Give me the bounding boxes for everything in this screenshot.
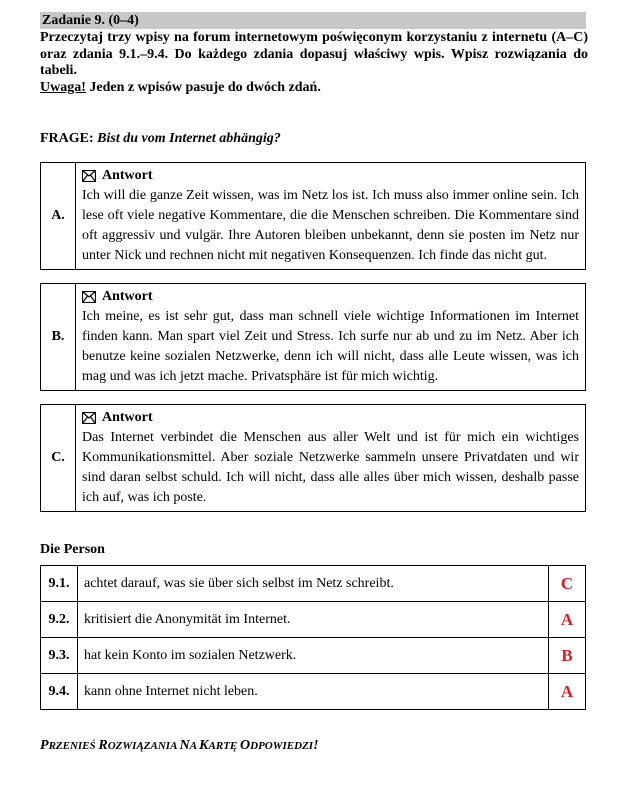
- entry-title-text: Antwort: [102, 289, 153, 304]
- task-header: Zadanie 9. (0–4): [40, 12, 586, 29]
- entry-c: [40, 404, 586, 512]
- note-text: Jeden z wpisów pasuje do dwóch zdań.: [85, 79, 321, 95]
- entry-text: Das Internet verbindet die Menschen aus aller Welt und ist für mich ein wichtiges Kommunikationsmittel. Aber soziale Netzwerke sammeln unsere Privatdaten und wir sind daran selbst schuld. Ich will nicht, dass alle alles über mich wissen, deshalb passe ich auf, was ich poste.: [82, 430, 579, 505]
- frage-label: FRAGE:: [40, 131, 94, 146]
- entry-letter: A.: [41, 163, 76, 270]
- note-label: Uwaga!: [40, 79, 86, 95]
- entry-letter: B.: [41, 284, 76, 391]
- entry-text: Ich will die ganze Zeit wissen, was im Netz los ist. Ich muss also immer online sein. Ich lese oft viele negative Kommentare, die die Menschen schreiben. Die Kommentare sind oft aggressiv und vulgär. Ihre Autoren bleiben unbekannt, denn sie posten im Netz nur unter Nick und rechnen nicht mit negativen Konsequenzen. Ich finde das nicht gut.: [82, 188, 579, 263]
- frage-line: [40, 131, 281, 147]
- answer-cell[interactable]: A: [549, 602, 586, 638]
- entry-title-text: Antwort: [102, 410, 153, 425]
- statement-number: 9.3.: [41, 638, 78, 674]
- statement-number: 9.2.: [41, 602, 78, 638]
- instruction-note: [40, 80, 588, 97]
- answer-cell[interactable]: C: [549, 566, 586, 602]
- statement-text: kann ohne Internet nicht leben.: [78, 674, 549, 710]
- statement-number: 9.4.: [41, 674, 78, 710]
- entry-letter: C.: [41, 405, 76, 512]
- table-row: [41, 638, 586, 674]
- task-instruction: [40, 30, 588, 96]
- envelope-icon: [82, 170, 96, 182]
- envelope-icon: [82, 291, 96, 303]
- statement-number: 9.1.: [41, 566, 78, 602]
- statement-text: hat kein Konto im sozialen Netzwerk.: [78, 638, 549, 674]
- answer-cell[interactable]: A: [549, 674, 586, 710]
- statement-text: achtet darauf, was sie über sich selbst im Netz schreibt.: [78, 566, 549, 602]
- entry-b: [40, 283, 586, 391]
- frage-question: Bist du vom Internet abhängig?: [97, 131, 281, 146]
- envelope-icon: [82, 412, 96, 424]
- entry-a: [40, 162, 586, 270]
- statement-text: kritisiert die Anonymität im Internet.: [78, 602, 549, 638]
- person-title: Die Person: [40, 542, 105, 557]
- table-row: [41, 602, 586, 638]
- footer-instruction: PRZENIEŚ ROZWIĄZANIA NA KARTĘ ODPOWIEDZI!: [40, 738, 319, 753]
- answer-cell[interactable]: B: [549, 638, 586, 674]
- table-row: [41, 674, 586, 710]
- entry-text: Ich meine, es ist sehr gut, dass man schnell viele wichtige Informationen im Internet finden kann. Man spart viel Zeit und Stress. Ich surfe nur ab und zu im Netz. Aber ich benutze keine sozialen Netzwerke, denn ich will nicht, dass alle Leute wissen, was ich mag und was ich jetzt mache. Privatsphäre ist für mich wichtig.: [82, 309, 579, 384]
- entry-title: [82, 287, 579, 307]
- table-row: [41, 566, 586, 602]
- entry-title: [82, 166, 579, 186]
- matching-table: [40, 565, 586, 710]
- entry-title-text: Antwort: [102, 168, 153, 183]
- instruction-text: Przeczytaj trzy wpisy na forum internetowym poświęconym korzystaniu z internetu (A–C) oraz zdania 9.1.–9.4. Do każdego zdania dopasuj właściwy wpis. Wpisz rozwiązania do tabeli.: [40, 30, 588, 78]
- entry-title: [82, 408, 579, 428]
